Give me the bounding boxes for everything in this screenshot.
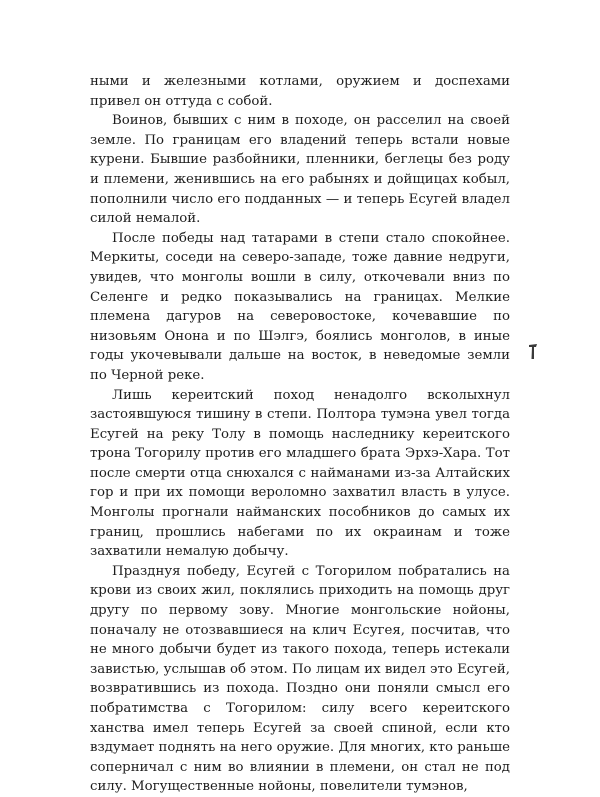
paragraph: Празднуя победу, Есугей с Тогорилом побратались на крови из своих жил, поклялись приходить на помощь друг другу по первому зову. Многие монгольские нойоны, поначалу не отозвавшиеся на клич Есугея, посчитав, что не много добычи будет из такого похода, теперь истекали завистью, услышав об этом. По лицам их видел это Есугей, возвратившись из похода. Поздно они поняли смысл его побратимства с Тогорилом: силу всего кереитского ханства имел теперь Есугей за своей спиной, если кто вздумает поднять на него оружие. Для многих, кто раньше соперничал с ним во влиянии в племени, он стал не под силу. Могущественные нойоны, повелители тумэнов,: [90, 563, 510, 795]
paragraph: ными и железными котлами, оружием и доспехами привел он оттуда с собой.: [90, 74, 510, 109]
page-text: [90, 72, 510, 797]
paragraph: Воинов, бывших с ним в походе, он расселил на своей земле. По границам его владений теперь встали новые курени. Бывшие разбойники, пленники, беглецы без роду и племени, женившись на его рабынях и дойщицах кобыл, пополнили число его подданных — и теперь Есугей владел силой немалой.: [90, 113, 510, 227]
paragraph: После победы над татарами в степи стало спокойнее. Меркиты, соседи на северо-западе, тоже давние недруги, увидев, что монголы вошли в силу, откочевали вниз по Селенге и редко показывались на границах. Мелкие племена дагуров на северовостоке, кочевавшие по низовьям Онона и по Шэлгэ, боялись монголов, в иные годы укочевывали дальше на восток, в неведомые земли по Черной реке.: [90, 230, 510, 383]
page-mark-icon: [528, 342, 538, 360]
paragraph: Лишь кереитский поход ненадолго всколыхнул застоявшуюся тишину в степи. Полтора тумэна увел тогда Есугей на реку Толу в помощь наследнику кереитского трона Тогорилу против его младшего брата Эрхэ-Хара. Тот после смерти отца снюхался с найманами из-за Алтайских гор и при их помощи вероломно захватил власть в улусе. Монголы прогнали найманских пособников до самых их границ, прошлись набегами по их окраинам и тоже захватили немалую добычу.: [90, 387, 510, 560]
